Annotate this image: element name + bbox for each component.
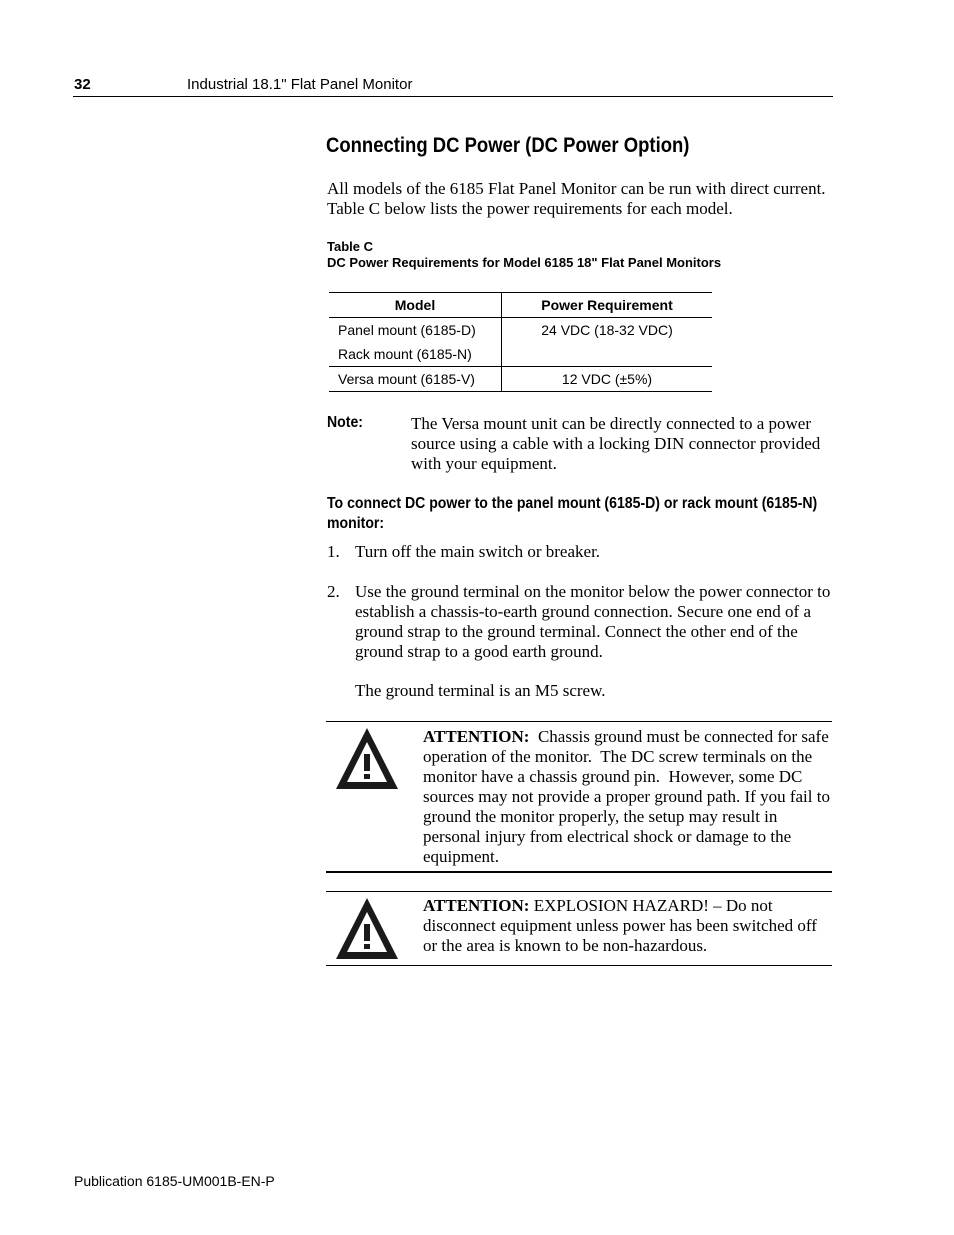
procedure-heading: To connect DC power to the panel mount (6185-D) or rack mount (6185-N) monitor: (327, 495, 818, 532)
step-text: Use the ground terminal on the monitor below the power connector to establish a chassis-to-earth ground connection. Secure one end of a ground strap to the ground terminal. Connect the other end of the ground strap to a good earth ground. (355, 582, 831, 661)
attention-bottom-rule (326, 965, 832, 966)
section-heading: Connecting DC Power (DC Power Option) (326, 134, 690, 157)
attention-label: ATTENTION: (423, 727, 530, 746)
attention-label: ATTENTION: (423, 896, 530, 915)
attention-message: Chassis ground must be connected for safe operation of the monitor. The DC screw terminals on the monitor have a chassis ground pin. However, some DC sources may not provide a proper ground path. If you fail to ground the monitor properly, the setup may result in personal injury from electrical shock or damage to the equipment. (423, 727, 835, 866)
running-title: Industrial 18.1" Flat Panel Monitor (187, 76, 413, 93)
note-text: The Versa mount unit can be directly connected to a power source using a cable with a locking DIN connector provided with your equipment. (411, 414, 821, 473)
model-versa-mount: Versa mount (6185-V) (338, 371, 475, 387)
footer-publication: Publication 6185-UM001B-EN-P (74, 1173, 275, 1189)
table-row (329, 367, 712, 392)
model-cell (329, 367, 502, 392)
table-row (329, 318, 712, 367)
table-header-row (329, 293, 712, 318)
requirement-value: 24 VDC (18-32 VDC) (541, 322, 673, 338)
table-caption: DC Power Requirements for Model 6185 18" Flat Panel Monitors (327, 255, 722, 270)
step-number: 2. (327, 582, 340, 601)
model-cell (329, 318, 502, 367)
requirement-value: 12 VDC (±5%) (561, 371, 653, 387)
power-requirements-table (329, 292, 712, 392)
column-header-model: Model (329, 293, 502, 318)
attention-bottom-rule (326, 871, 832, 873)
step-text: Turn off the main switch or breaker. (355, 542, 601, 561)
column-header-power-requirement: Power Requirement (502, 293, 713, 318)
warning-triangle-icon (334, 725, 400, 791)
attention-top-rule (326, 891, 832, 892)
requirement-cell (502, 318, 713, 367)
step-subtext: The ground terminal is an M5 screw. (355, 681, 606, 700)
model-rack-mount: Rack mount (6185-N) (338, 346, 472, 362)
requirement-cell (502, 367, 713, 392)
attention-top-rule (326, 721, 832, 722)
step-number: 1. (327, 542, 340, 561)
table-label: Table C (327, 239, 373, 254)
page-number: 32 (74, 76, 91, 93)
warning-triangle-icon (334, 895, 400, 961)
intro-paragraph: All models of the 6185 Flat Panel Monitor can be run with direct current. Table C below lists the power requirements for each model. (327, 179, 826, 218)
attention-text (423, 896, 833, 956)
attention-text (423, 727, 833, 867)
note-label: Note: (327, 414, 363, 431)
header-rule (73, 96, 833, 97)
model-panel-mount: Panel mount (6185-D) (338, 322, 476, 338)
attention-message: EXPLOSION HAZARD! – Do not disconnect equipment unless power has been switched off or the area is known to be non-hazardous. (423, 896, 822, 955)
